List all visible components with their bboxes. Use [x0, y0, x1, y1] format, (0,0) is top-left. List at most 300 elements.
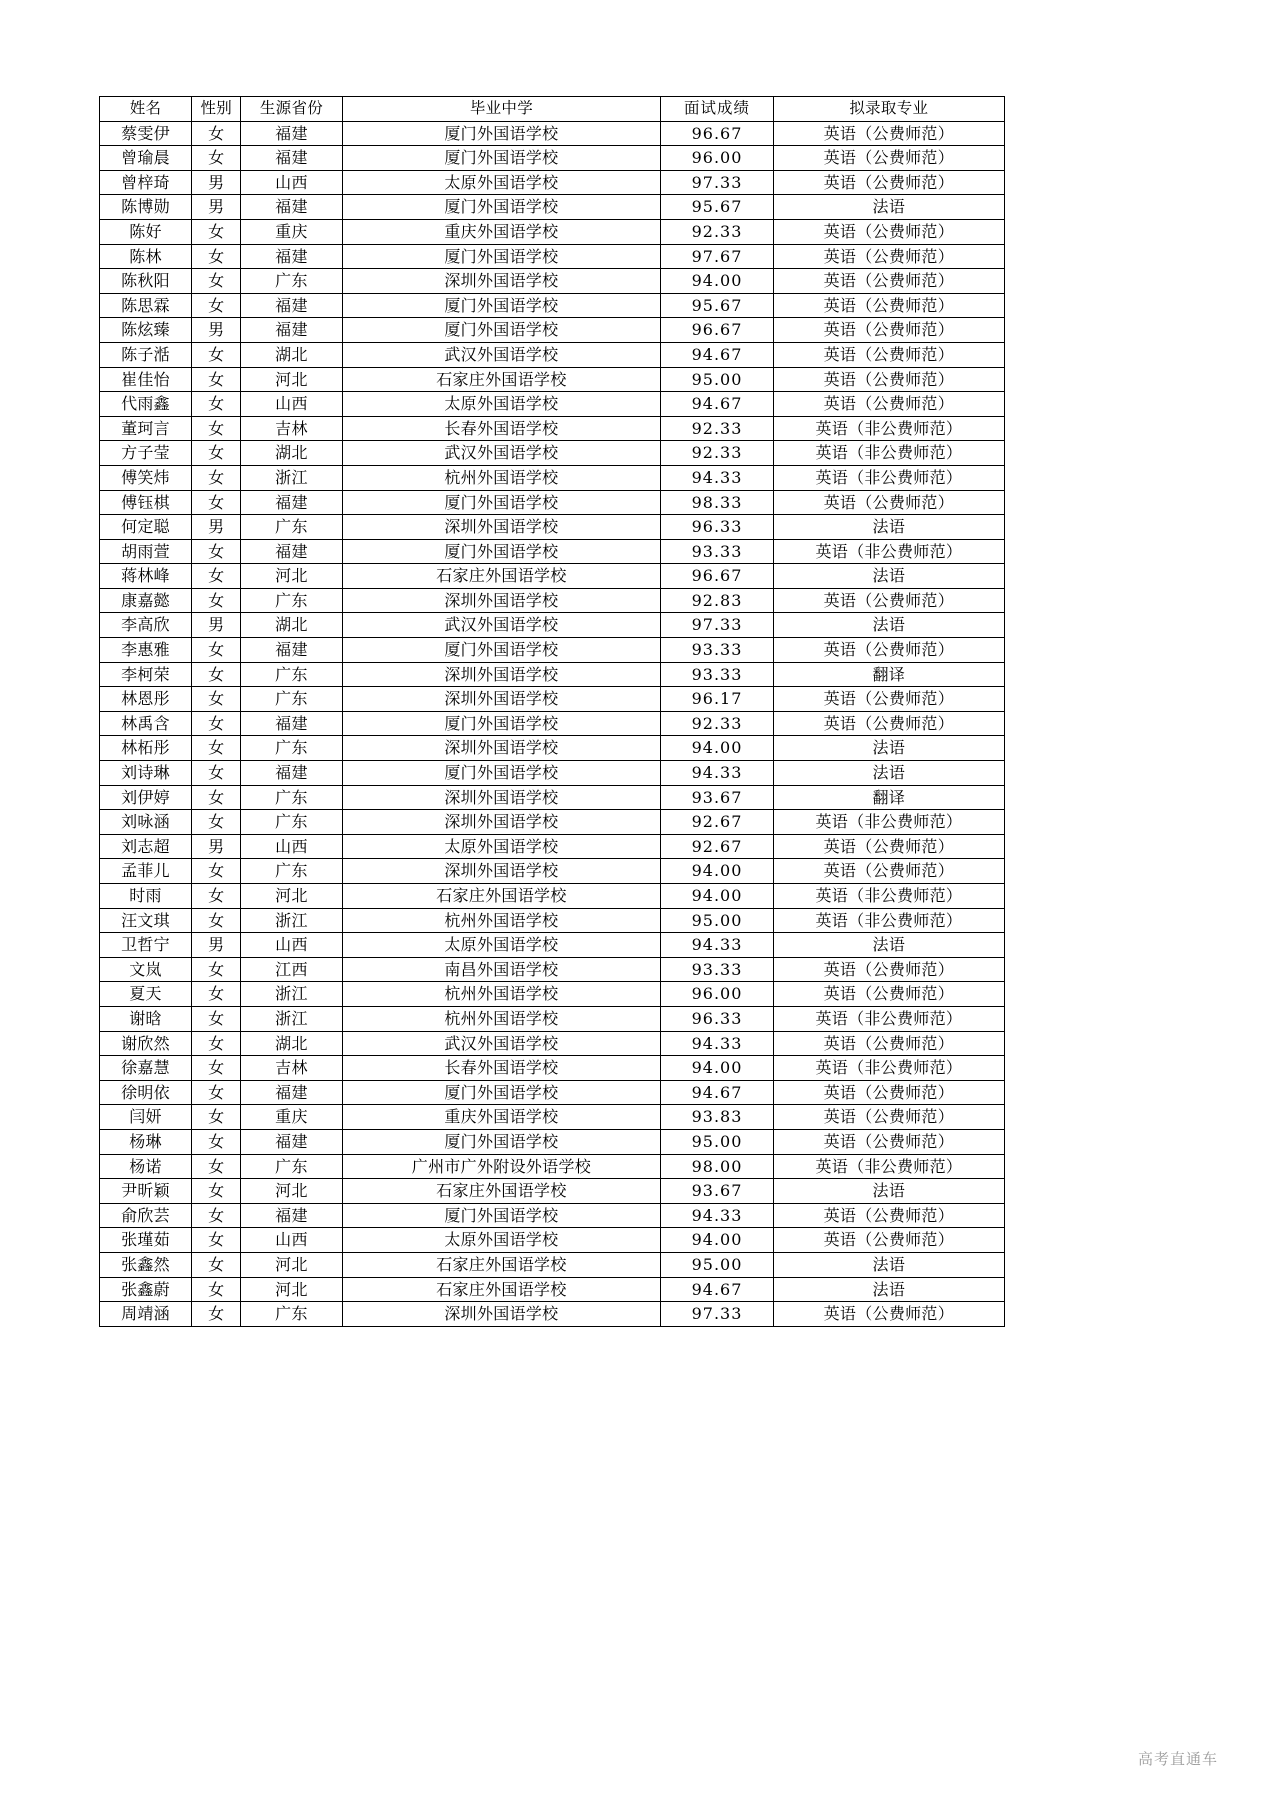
cell-name: 刘咏涵: [100, 810, 192, 835]
cell-province: 浙江: [241, 1006, 342, 1031]
cell-school: 重庆外国语学校: [342, 219, 661, 244]
cell-gender: 女: [192, 1203, 241, 1228]
cell-province: 福建: [241, 638, 342, 663]
cell-province: 山西: [241, 170, 342, 195]
cell-province: 广东: [241, 515, 342, 540]
cell-score: 94.67: [661, 1277, 773, 1302]
cell-gender: 女: [192, 884, 241, 909]
cell-school: 石家庄外国语学校: [342, 1252, 661, 1277]
cell-school: 石家庄外国语学校: [342, 1179, 661, 1204]
cell-province: 福建: [241, 490, 342, 515]
cell-score: 94.33: [661, 761, 773, 786]
cell-province: 广东: [241, 588, 342, 613]
cell-name: 傅钰棋: [100, 490, 192, 515]
cell-school: 深圳外国语学校: [342, 515, 661, 540]
cell-gender: 女: [192, 121, 241, 146]
cell-province: 河北: [241, 884, 342, 909]
cell-score: 97.33: [661, 613, 773, 638]
cell-score: 95.67: [661, 195, 773, 220]
cell-score: 95.00: [661, 367, 773, 392]
cell-gender: 女: [192, 1129, 241, 1154]
cell-province: 福建: [241, 121, 342, 146]
cell-gender: 女: [192, 219, 241, 244]
table-row: [100, 392, 1005, 417]
cell-school: 厦门外国语学校: [342, 244, 661, 269]
cell-score: 98.33: [661, 490, 773, 515]
cell-gender: 女: [192, 785, 241, 810]
cell-province: 山西: [241, 392, 342, 417]
cell-name: 谢晗: [100, 1006, 192, 1031]
cell-major: 英语（公费师范）: [773, 170, 1004, 195]
table-row: [100, 195, 1005, 220]
table-row: [100, 1277, 1005, 1302]
cell-name: 李高欣: [100, 613, 192, 638]
cell-name: 陈博勋: [100, 195, 192, 220]
cell-gender: 女: [192, 146, 241, 171]
cell-name: 康嘉懿: [100, 588, 192, 613]
cell-school: 深圳外国语学校: [342, 810, 661, 835]
cell-gender: 女: [192, 736, 241, 761]
cell-province: 浙江: [241, 908, 342, 933]
cell-major: 法语: [773, 1179, 1004, 1204]
cell-school: 深圳外国语学校: [342, 662, 661, 687]
table-row: [100, 711, 1005, 736]
cell-score: 96.67: [661, 564, 773, 589]
cell-major: 法语: [773, 761, 1004, 786]
cell-major: 英语（公费师范）: [773, 293, 1004, 318]
cell-major: 英语（公费师范）: [773, 588, 1004, 613]
column-header-score: 面试成绩: [661, 97, 773, 122]
cell-name: 文岚: [100, 957, 192, 982]
cell-school: 深圳外国语学校: [342, 859, 661, 884]
cell-school: 长春外国语学校: [342, 416, 661, 441]
cell-score: 93.33: [661, 539, 773, 564]
cell-school: 杭州外国语学校: [342, 1006, 661, 1031]
cell-province: 福建: [241, 244, 342, 269]
cell-name: 蔡雯伊: [100, 121, 192, 146]
cell-score: 94.67: [661, 392, 773, 417]
cell-school: 长春外国语学校: [342, 1056, 661, 1081]
cell-school: 厦门外国语学校: [342, 146, 661, 171]
cell-major: 法语: [773, 736, 1004, 761]
cell-name: 卫哲宁: [100, 933, 192, 958]
cell-major: 法语: [773, 515, 1004, 540]
table-row: [100, 318, 1005, 343]
table-row: [100, 416, 1005, 441]
table-row: [100, 687, 1005, 712]
cell-school: 太原外国语学校: [342, 170, 661, 195]
cell-score: 94.33: [661, 1203, 773, 1228]
cell-score: 94.67: [661, 1080, 773, 1105]
table-row: [100, 490, 1005, 515]
cell-major: 法语: [773, 195, 1004, 220]
cell-name: 蒋林峰: [100, 564, 192, 589]
table-row: [100, 1129, 1005, 1154]
cell-name: 曾梓琦: [100, 170, 192, 195]
cell-major: 英语（公费师范）: [773, 711, 1004, 736]
cell-province: 广东: [241, 1154, 342, 1179]
cell-province: 湖北: [241, 342, 342, 367]
cell-gender: 女: [192, 490, 241, 515]
table-row: [100, 736, 1005, 761]
cell-school: 杭州外国语学校: [342, 908, 661, 933]
cell-gender: 男: [192, 515, 241, 540]
table-row: [100, 465, 1005, 490]
table-row: [100, 121, 1005, 146]
cell-province: 湖北: [241, 441, 342, 466]
table-row: [100, 170, 1005, 195]
cell-major: 英语（非公费师范）: [773, 1006, 1004, 1031]
cell-name: 陈秋阳: [100, 269, 192, 294]
cell-province: 广东: [241, 662, 342, 687]
cell-name: 徐明依: [100, 1080, 192, 1105]
cell-score: 94.00: [661, 859, 773, 884]
cell-province: 福建: [241, 1203, 342, 1228]
cell-gender: 女: [192, 1031, 241, 1056]
cell-school: 深圳外国语学校: [342, 785, 661, 810]
cell-school: 太原外国语学校: [342, 933, 661, 958]
cell-score: 92.33: [661, 219, 773, 244]
cell-province: 广东: [241, 1302, 342, 1327]
table-row: [100, 908, 1005, 933]
cell-name: 张瑾茹: [100, 1228, 192, 1253]
table-row: [100, 1056, 1005, 1081]
cell-gender: 女: [192, 1006, 241, 1031]
cell-gender: 女: [192, 416, 241, 441]
cell-score: 94.00: [661, 269, 773, 294]
cell-score: 95.00: [661, 1252, 773, 1277]
table-header: [100, 97, 1005, 122]
cell-major: 英语（公费师范）: [773, 687, 1004, 712]
cell-score: 92.33: [661, 416, 773, 441]
column-header-school: 毕业中学: [342, 97, 661, 122]
cell-school: 石家庄外国语学校: [342, 367, 661, 392]
cell-gender: 男: [192, 933, 241, 958]
cell-score: 94.33: [661, 465, 773, 490]
cell-school: 太原外国语学校: [342, 392, 661, 417]
cell-score: 92.67: [661, 810, 773, 835]
cell-province: 江西: [241, 957, 342, 982]
cell-gender: 男: [192, 613, 241, 638]
cell-score: 96.00: [661, 146, 773, 171]
cell-gender: 女: [192, 441, 241, 466]
cell-gender: 女: [192, 465, 241, 490]
table-row: [100, 1006, 1005, 1031]
cell-gender: 女: [192, 638, 241, 663]
cell-name: 谢欣然: [100, 1031, 192, 1056]
table-row: [100, 1252, 1005, 1277]
cell-province: 广东: [241, 810, 342, 835]
cell-province: 广东: [241, 859, 342, 884]
cell-school: 南昌外国语学校: [342, 957, 661, 982]
table-row: [100, 1302, 1005, 1327]
table-row: [100, 1228, 1005, 1253]
admission-roster-table: [99, 96, 1005, 1327]
cell-school: 厦门外国语学校: [342, 1129, 661, 1154]
cell-gender: 女: [192, 293, 241, 318]
cell-gender: 女: [192, 269, 241, 294]
cell-major: 英语（公费师范）: [773, 244, 1004, 269]
cell-score: 93.33: [661, 662, 773, 687]
cell-score: 94.00: [661, 1056, 773, 1081]
cell-score: 92.33: [661, 711, 773, 736]
cell-province: 福建: [241, 1080, 342, 1105]
cell-major: 英语（公费师范）: [773, 490, 1004, 515]
cell-province: 河北: [241, 564, 342, 589]
cell-major: 英语（公费师范）: [773, 1203, 1004, 1228]
cell-major: 英语（非公费师范）: [773, 1056, 1004, 1081]
cell-name: 汪文琪: [100, 908, 192, 933]
cell-name: 周靖涵: [100, 1302, 192, 1327]
cell-major: 英语（公费师范）: [773, 1129, 1004, 1154]
cell-major: 英语（公费师范）: [773, 219, 1004, 244]
table-row: [100, 957, 1005, 982]
cell-school: 厦门外国语学校: [342, 1203, 661, 1228]
cell-name: 傅笑炜: [100, 465, 192, 490]
cell-major: 英语（非公费师范）: [773, 416, 1004, 441]
cell-major: 英语（非公费师范）: [773, 810, 1004, 835]
cell-major: 英语（公费师范）: [773, 318, 1004, 343]
cell-name: 陈好: [100, 219, 192, 244]
table-row: [100, 293, 1005, 318]
cell-score: 93.33: [661, 957, 773, 982]
cell-school: 杭州外国语学校: [342, 982, 661, 1007]
cell-name: 夏天: [100, 982, 192, 1007]
cell-major: 英语（非公费师范）: [773, 465, 1004, 490]
cell-province: 福建: [241, 195, 342, 220]
cell-province: 福建: [241, 539, 342, 564]
cell-province: 湖北: [241, 1031, 342, 1056]
cell-major: 英语（公费师范）: [773, 638, 1004, 663]
cell-score: 92.67: [661, 834, 773, 859]
cell-gender: 女: [192, 908, 241, 933]
cell-gender: 女: [192, 1228, 241, 1253]
cell-school: 石家庄外国语学校: [342, 564, 661, 589]
cell-school: 厦门外国语学校: [342, 195, 661, 220]
cell-name: 闫妍: [100, 1105, 192, 1130]
cell-major: 翻译: [773, 662, 1004, 687]
cell-school: 深圳外国语学校: [342, 736, 661, 761]
cell-school: 石家庄外国语学校: [342, 1277, 661, 1302]
cell-major: 英语（公费师范）: [773, 1105, 1004, 1130]
table-row: [100, 859, 1005, 884]
table-row: [100, 761, 1005, 786]
cell-province: 福建: [241, 761, 342, 786]
cell-score: 94.33: [661, 933, 773, 958]
cell-name: 陈思霖: [100, 293, 192, 318]
cell-gender: 女: [192, 982, 241, 1007]
cell-school: 厦门外国语学校: [342, 490, 661, 515]
table-row: [100, 1154, 1005, 1179]
cell-gender: 女: [192, 859, 241, 884]
cell-gender: 男: [192, 195, 241, 220]
cell-name: 张鑫然: [100, 1252, 192, 1277]
table-row: [100, 1105, 1005, 1130]
cell-major: 翻译: [773, 785, 1004, 810]
table-row: [100, 785, 1005, 810]
cell-name: 胡雨萱: [100, 539, 192, 564]
table-row: [100, 810, 1005, 835]
cell-major: 英语（非公费师范）: [773, 1154, 1004, 1179]
cell-major: 法语: [773, 1252, 1004, 1277]
table-row: [100, 539, 1005, 564]
cell-gender: 女: [192, 1105, 241, 1130]
cell-province: 河北: [241, 1277, 342, 1302]
admission-roster-table-wrapper: [99, 96, 1005, 1327]
cell-gender: 女: [192, 1154, 241, 1179]
cell-province: 福建: [241, 711, 342, 736]
cell-province: 河北: [241, 1179, 342, 1204]
cell-major: 英语（公费师范）: [773, 1228, 1004, 1253]
cell-score: 96.67: [661, 318, 773, 343]
cell-name: 孟菲儿: [100, 859, 192, 884]
cell-province: 河北: [241, 367, 342, 392]
column-header-gender: 性别: [192, 97, 241, 122]
table-row: [100, 441, 1005, 466]
cell-major: 英语（非公费师范）: [773, 539, 1004, 564]
cell-school: 武汉外国语学校: [342, 441, 661, 466]
cell-score: 96.67: [661, 121, 773, 146]
cell-score: 95.00: [661, 1129, 773, 1154]
table-row: [100, 1203, 1005, 1228]
cell-gender: 男: [192, 170, 241, 195]
table-row: [100, 269, 1005, 294]
table-row: [100, 884, 1005, 909]
cell-province: 重庆: [241, 1105, 342, 1130]
cell-major: 英语（公费师范）: [773, 1080, 1004, 1105]
cell-gender: 女: [192, 810, 241, 835]
cell-school: 厦门外国语学校: [342, 1080, 661, 1105]
table-row: [100, 515, 1005, 540]
cell-major: 英语（公费师范）: [773, 982, 1004, 1007]
cell-gender: 女: [192, 1080, 241, 1105]
cell-major: 英语（非公费师范）: [773, 441, 1004, 466]
cell-province: 河北: [241, 1252, 342, 1277]
cell-province: 广东: [241, 269, 342, 294]
cell-province: 福建: [241, 293, 342, 318]
cell-major: 法语: [773, 933, 1004, 958]
cell-province: 广东: [241, 785, 342, 810]
cell-school: 重庆外国语学校: [342, 1105, 661, 1130]
cell-name: 李惠雅: [100, 638, 192, 663]
cell-gender: 女: [192, 1179, 241, 1204]
cell-score: 98.00: [661, 1154, 773, 1179]
cell-gender: 女: [192, 244, 241, 269]
cell-major: 英语（公费师范）: [773, 1031, 1004, 1056]
cell-major: 英语（公费师范）: [773, 1302, 1004, 1327]
cell-gender: 女: [192, 588, 241, 613]
table-row: [100, 662, 1005, 687]
cell-score: 92.33: [661, 441, 773, 466]
cell-gender: 女: [192, 1056, 241, 1081]
cell-gender: 男: [192, 834, 241, 859]
cell-score: 96.17: [661, 687, 773, 712]
cell-name: 时雨: [100, 884, 192, 909]
cell-province: 山西: [241, 834, 342, 859]
column-header-major: 拟录取专业: [773, 97, 1004, 122]
cell-school: 杭州外国语学校: [342, 465, 661, 490]
cell-score: 96.33: [661, 1006, 773, 1031]
table-row: [100, 982, 1005, 1007]
cell-name: 刘伊婷: [100, 785, 192, 810]
cell-name: 尹昕颖: [100, 1179, 192, 1204]
cell-score: 94.00: [661, 736, 773, 761]
cell-major: 英语（公费师范）: [773, 957, 1004, 982]
cell-gender: 女: [192, 564, 241, 589]
cell-school: 太原外国语学校: [342, 1228, 661, 1253]
cell-score: 94.33: [661, 1031, 773, 1056]
cell-major: 英语（公费师范）: [773, 269, 1004, 294]
cell-school: 武汉外国语学校: [342, 342, 661, 367]
cell-province: 浙江: [241, 982, 342, 1007]
cell-name: 陈子湉: [100, 342, 192, 367]
cell-major: 英语（公费师范）: [773, 146, 1004, 171]
cell-score: 97.67: [661, 244, 773, 269]
cell-school: 太原外国语学校: [342, 834, 661, 859]
table-row: [100, 1031, 1005, 1056]
cell-name: 俞欣芸: [100, 1203, 192, 1228]
table-row: [100, 1179, 1005, 1204]
table-row: [100, 933, 1005, 958]
cell-score: 94.00: [661, 884, 773, 909]
cell-school: 厦门外国语学校: [342, 293, 661, 318]
cell-name: 杨琳: [100, 1129, 192, 1154]
cell-major: 英语（非公费师范）: [773, 884, 1004, 909]
table-row: [100, 244, 1005, 269]
cell-school: 厦门外国语学校: [342, 121, 661, 146]
cell-school: 厦门外国语学校: [342, 761, 661, 786]
cell-score: 93.67: [661, 785, 773, 810]
cell-province: 浙江: [241, 465, 342, 490]
table-row: [100, 638, 1005, 663]
cell-score: 95.00: [661, 908, 773, 933]
cell-gender: 女: [192, 957, 241, 982]
cell-gender: 女: [192, 367, 241, 392]
cell-province: 重庆: [241, 219, 342, 244]
cell-school: 厦门外国语学校: [342, 318, 661, 343]
table-row: [100, 367, 1005, 392]
cell-name: 刘诗琳: [100, 761, 192, 786]
cell-score: 97.33: [661, 170, 773, 195]
cell-score: 96.33: [661, 515, 773, 540]
cell-gender: 女: [192, 342, 241, 367]
cell-name: 李柯荣: [100, 662, 192, 687]
cell-gender: 女: [192, 1277, 241, 1302]
cell-name: 徐嘉慧: [100, 1056, 192, 1081]
cell-name: 张鑫蔚: [100, 1277, 192, 1302]
cell-score: 95.67: [661, 293, 773, 318]
cell-major: 英语（公费师范）: [773, 859, 1004, 884]
cell-gender: 女: [192, 392, 241, 417]
cell-school: 深圳外国语学校: [342, 1302, 661, 1327]
cell-name: 曾瑜晨: [100, 146, 192, 171]
cell-major: 英语（公费师范）: [773, 834, 1004, 859]
cell-province: 湖北: [241, 613, 342, 638]
cell-gender: 男: [192, 318, 241, 343]
watermark: 高考直通车: [1137, 1750, 1218, 1768]
cell-province: 福建: [241, 318, 342, 343]
cell-name: 刘志超: [100, 834, 192, 859]
table-row: [100, 613, 1005, 638]
cell-province: 广东: [241, 687, 342, 712]
cell-school: 深圳外国语学校: [342, 588, 661, 613]
cell-name: 崔佳怡: [100, 367, 192, 392]
cell-name: 陈炫臻: [100, 318, 192, 343]
cell-name: 林柘彤: [100, 736, 192, 761]
cell-major: 英语（公费师范）: [773, 121, 1004, 146]
column-header-province: 生源省份: [241, 97, 342, 122]
cell-name: 何定聪: [100, 515, 192, 540]
